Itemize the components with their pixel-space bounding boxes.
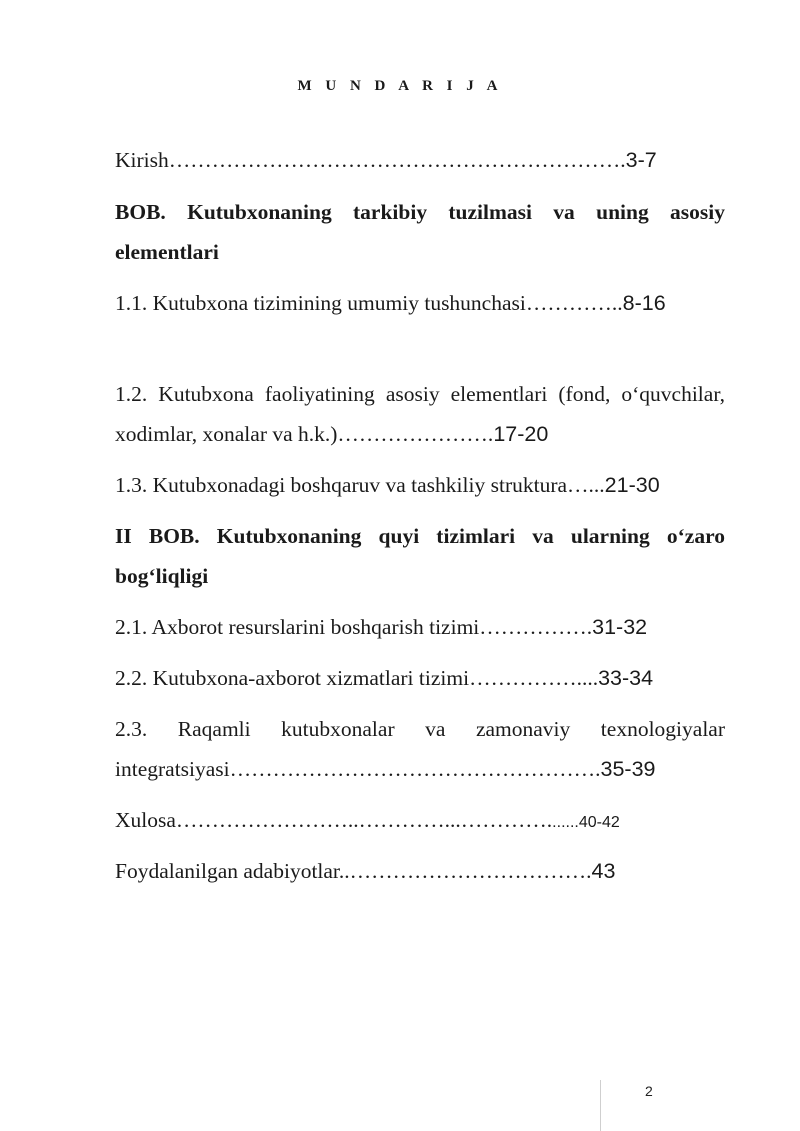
toc-entry-1-2-text: 1.2. Kutubxona faoliyatining asosiy elementlari (fond, o‘quvchilar, xodimlar, xonalar va h.k.)…………………. [115,382,725,446]
toc-entry-2-3-text: 2.3. Raqamli kutubxonalar va zamonaviy texnologiyalar integratsiyasi……………………………………………. [115,717,725,781]
toc-entry-1-2 [115,374,725,454]
toc-entry-kirish-text: Kirish………………………………………………………. [115,148,626,172]
page-title: M U N D A R I J A [297,78,503,94]
toc-entry-2-1-text: 2.1. Axborot resurslarini boshqarish tizimi……………. [115,615,593,639]
toc-entry-1-3-pages: 21-30 [604,473,660,497]
toc-entry-1-3-text: 1.3. Kutubxonadagi boshqaruv va tashkiliy struktura…... [115,473,605,497]
toc-entry-1-2-pages: 17-20 [493,422,549,446]
toc-entry-kirish [115,140,725,180]
toc-entry-2-3-pages: 35-39 [600,757,656,781]
toc-entry-2-2 [115,658,725,698]
page-number: 2 [645,1083,653,1099]
toc-entry-xulosa-pages: 40-42 [578,814,620,831]
toc-entry-2-2-pages: 33-34 [598,666,654,690]
toc-entry-1-1-pages: 8-16 [622,291,666,315]
toc-entry-1-1-text: 1.1. Kutubxona tizimining umumiy tushunchasi………….. [115,291,623,315]
toc-chapter-1-heading: BOB. Kutubxonaning tarkibiy tuzilmasi va uning asosiy elementlari [115,200,725,264]
toc-entry-xulosa-dots: ...... [552,814,579,831]
toc-chapter-2-heading: II BOB. Kutubxonaning quyi tizimlari va ularning o‘zaro bog‘liqligi [115,524,725,588]
toc-entry-2-1 [115,607,725,647]
toc-entry-1-1 [115,283,725,323]
toc-entry-2-2-text: 2.2. Kutubxona-axborot xizmatlari tizimi…………….... [115,666,599,690]
toc-entry-foydalanilgan-adabiyotlar [115,851,725,891]
toc-entry-foyda-pages: 43 [591,859,616,883]
page-margin-rule [600,1080,601,1131]
toc-entry-2-1-pages: 31-32 [592,615,648,639]
toc-entry-2-3 [115,709,725,789]
toc-entry-foyda-text: Foydalanilgan adabiyotlar..……………………………. [115,859,592,883]
toc-entry-1-3 [115,465,725,505]
toc-entry-kirish-pages: 3-7 [625,148,657,172]
toc-entry-xulosa [115,800,725,843]
toc-entry-xulosa-text: Xulosa……………………..…………...…………. [115,808,553,832]
